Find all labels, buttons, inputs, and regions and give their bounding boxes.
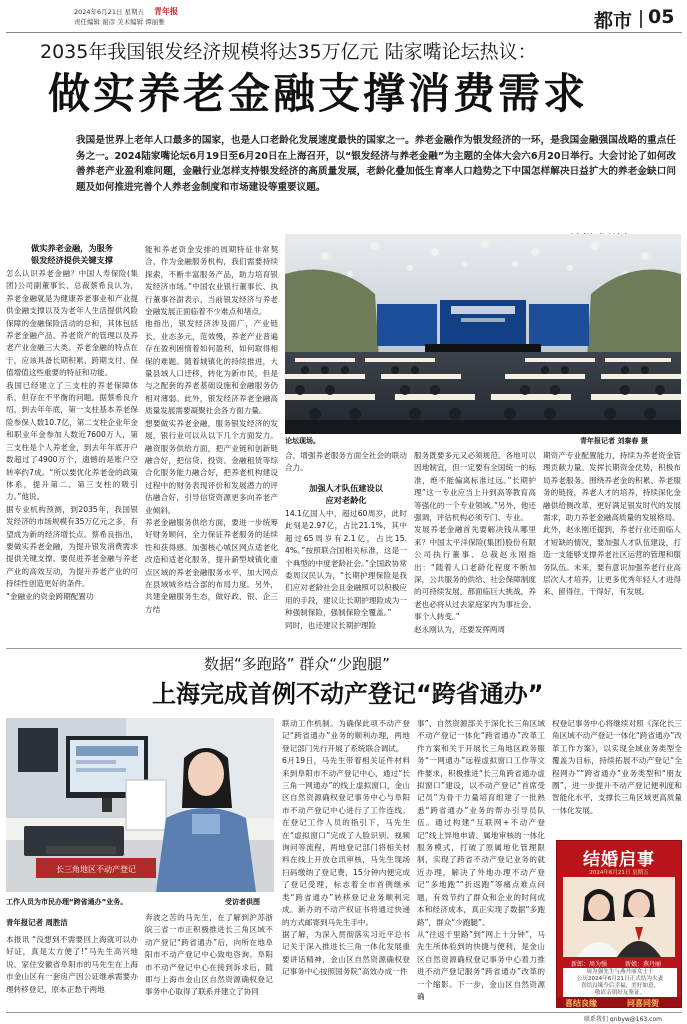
story2-col5: 权登记事务中心将继续对照《深化长三角区域不动产登记一体化“跨省通办”改革工作方案》，以实现全域业务类型全覆盖为目标，持续拓展不动产登记“全程网办”“跨省通办”业务类型和“朋友圈”，进一步提升不动产登记便利度和智能化水平，支撑长三角区域更高质量一体化发展。 — [552, 719, 682, 815]
story1-subhead-1: 做实养老金融，为服务 — [31, 243, 113, 253]
header-rule — [6, 32, 682, 33]
story2-reporter: 青年报记者 周胜洁 — [6, 918, 68, 927]
ad-bride: 新娘：燕丹丽 — [625, 961, 662, 968]
ad-banner-left: 喜结良缘 — [565, 999, 597, 1008]
footer-rule — [6, 1012, 682, 1013]
story1-col5: 期资产专业配置能力，持续为养老资金管理贡献力量。发挥长期资金优势，积极布局养老服务。围绕养老金的积累、养老服务的链接，养老人才的培养，持续深化金融供给侧改革，更好满足银发时代的发展需求，助力养老金融高质量的发展格局。 此外，赵永刚还提到，养老行业还面临人才短缺的情况，要加强人才队伍建设，打造一支能够支撑养老社区运营的管理和服务队伍。未来，要有意识加强养老行业高层次人才培养，让更多优秀年轻人才进得来、留得住、干得好，有发展。 — [543, 451, 681, 597]
ad-line-4: 敬请亲朋好友鉴证。 — [594, 990, 646, 996]
service-photo-credit: 受访者供图 — [225, 898, 260, 906]
story1-col3: 14.1亿国人中，超过60周岁，此时此刻是2.97亿，占比21.1%，其中超过65周岁有2.1亿，占比15.4%。”按照联合国相关标准，这是一个典型的中度老龄社会。”全国政协常委周汉民认为，“长期护理保险是我们应对老龄社会且金融照可以积极应用的手段，建议让长期护理险成为一种强制保险，强制保险全覆盖。” 同时，也还建议长期护理险 — [285, 509, 407, 630]
story2-headline: 上海完成首例不动产登记“跨省通办” — [152, 680, 544, 708]
story1-lead: 我国是世界上老年人口最多的国家，也是人口老龄化发展速度最快的国家之一。养老金融作为银发经济的一环，是我国金融强国战略的重点任务之一。2024陆家嘴论坛6月19日至6月20日在上海召开，以“银发经济与养老金融”为主题的全体大会六6月20日举行。大会讨论了如何改善养老产业盈利难问题，金融行业怎样支持银发经济的高质量发展，老龄化叠加低生育率人口趋势之下中国怎样解决日益扩大的养老金缺口问题及如何推进完善个人养老金制度和市场建设等重要议题。 — [76, 135, 676, 193]
ad-subtitle: 2024年6月21日 星期五 — [589, 870, 649, 876]
forum-photo-image — [285, 234, 681, 434]
service-photo-caption: 工作人员为市民办理“跨省通办”业务。 — [6, 898, 128, 906]
story1-col1: 怎么认识养老金融？中国人寿保险(集团)公司副董事长、总裁蔡希良认为，养老金融就是为健康养老事业和产业提供金融支撑以及为老年人生活提供风险保障的金融保险活动的总和，其体包括养老金融产品、养老资产的管理以及养老产业金融三大类。养老金融的特点在于，应该具备长期积累、跨期支付、保值增值这些重要的特征和功能。 我国已经建立了三支柱的养老保障体系，但存在不平衡的问题。据蔡希良介绍，到去年年底，第一支柱基本养老保险参保人数10.7亿，第二支柱企业年金和职业年金参加人数近7600万人，第三支柱是个人养老金，到去年年底开户数超过了4900万个，遗憾的是账户空转率约7成。“所以要优化养老金的政策体系，提升第二、第三支柱的吸引力。”他说。 据专业机构预测，到2035年，我国银发经济的市场规模有35万亿元之多，有望成为新的经济增长点。蔡希良指出，要做实养老金融，为提升银发消费需求提供关键支撑。要促进养老金融与养老产业的高效互动，为提升养老产业的可持续性创造更好的条件。 “金融业的资金跨期配置功 — [6, 269, 138, 601]
story2-col1: 本报讯 “没想到不需要回上海就可以办好证，真是太方便了!”马先生高兴地说。家住安徽省阜阳市的马先生在上海市金山区有一套房产因公证继承需要办理转移登记，原本正愁于两地 — [6, 935, 138, 994]
section-name: 都市 — [594, 10, 633, 32]
ad-line-2: 公历2024年6月21日正式结为夫妻 — [576, 976, 664, 982]
story2-kicker: 数据“多跑路” 群众“少跑腿” — [204, 655, 390, 673]
masthead-date: 2024年6月21日 星期五 — [74, 8, 145, 16]
service-photo-image — [6, 718, 274, 892]
service-photo — [6, 718, 274, 892]
masthead — [6, 4, 682, 30]
ad-line-1: 周为强先生与燕丹丽女士于 — [586, 969, 654, 975]
couple-photo — [563, 877, 675, 957]
ad-message — [563, 968, 677, 998]
story2-col4: 事”、自然资源部关于深化长三角区域不动产登记一体化“跨省通办”改革工作方案和关于开展长三角地区政务服务“一网通办”远程虚拟窗口工作等文件要求，积极推进“长三角跨省通办虚拟窗口”建设，以不动产登记“首席受记员”为骨干力量培育组建了一批熟悉“跨省通办”业务的帮办引导员队伍。通过构建“互联网+不动产登记”线上异地申请、属地审核的一体化服务模式，打破了原属地化管理限制，实现了跨省不动产登记业务的就近办理，解决了外地办理不动产登记“多地跑”“折返跑”等痛点难点问题，有效节约了群众和企业的时间成本和经济成本，真正实现了数据“多跑路”，群众“少跑腿”。 从“往返千里路”到“网上十分钟”，马先生所体验到的快捷与便利，是金山区自然资源确权登记事务中心着力推进不动产登记服务“跨省通办”改革的一个缩影。下一步，金山区自然资源确 — [417, 719, 545, 1001]
forum-photo-caption: 论坛现场。 — [285, 437, 320, 445]
story1-col4: 服务既要多元又必须规范。各地可以因地制宜，但一定要有全国统一的标准，绝不能偏离标准过远。”长期护理”这一专业应当上升到高等教育高等强化的一个专业领域。”另外，他还强调，评估机构必须专门、专业。 发展养老金融首先要解决钱从哪里来？中国太平洋保险(集团)股份有限公司执行董事、总裁赵永刚指出：“随着人口老龄化程度不断加深，公共服务的供给、社会保障制度的可持续发展，都面临巨大挑战，养老也必将从过去家庭家内为事社会、事个人转变。” 赵永刚认为，还要发挥两周 — [414, 451, 536, 634]
story2-col2: 奔波之苦的马先生，在了解到沪苏浙皖三省一市正积极推进长三角区域不动产登记“跨省通办”后，向所在地阜阳市不动产登记中心致电咨询。阜阳市不动产登记中心在接到诉求后，随即与上海市金山区自然资源确权登记事务中心取得了联系并建立了协同 — [145, 913, 273, 997]
story1-subhead-2b: 应对老龄化 — [325, 495, 367, 505]
wedding-ad — [556, 840, 682, 1008]
story1-col2: 能和养老资金安排的周期特征非常契合，作为金融服务机构，我们需要持续探索，不断丰富服务产品，助力培育银发经济市场。”中国农业银行董事长、执行董事谷澍表示，当前银发经济与养老金融发展正面临着不少难点和堵点。 他指出，银发经济涉及面广，产业链长，业态多元，范效慢，养老产业普遍存在盈利困惰着如何盈利，如何取得相保的难题。随着城镇化的持续推进，大量县域人口迁移，转化为新市民，但是与之配套的养老基础设施和金融服务仍相对薄弱。此外，银发经济养老金融高质量发展需要凝聚社会各方面力量。 想要做实养老金融，服务银发经济的发展，银行业可以从以下几个方面发力。融资服务供给方面，把产业链和创新链融合好，把信贷、投资、金融租赁等综合化服务能力融合好，把养老机构建设过程中的财务表现评价和发展潜力的评估融合好，引导信贷资源更多向养老产业倾斜。 养老金融服务供给方面，要进一步统筹好财务顾问，全力保证养老服务的延续性和获得感。加强核心城区网点适老化改造和适老化服务，提升薪型城镇化重点区域的养老金融服务水平，加大网点在县域城乡结合部的布局力度。另外，共建金融服务生态，做好政、银、企三方结 — [145, 245, 278, 614]
masthead-logo: 青年报 — [154, 7, 178, 16]
desk-sign-text: 长三角地区不动产登记 — [56, 865, 136, 874]
story1-kicker: 2035年我国银发经济规模将达35万亿元 陆家嘴论坛热议： — [40, 41, 537, 63]
story1-col3-top: 合，增强养老服务方面全社会的联动合力。 — [285, 451, 407, 473]
forum-photo — [285, 234, 681, 434]
masthead-editors: 责任编辑 谢彦 美术编辑 谭丽雅 — [74, 18, 165, 26]
story1-headline: 做实养老金融支撑消费需求 — [48, 69, 589, 118]
story1-subhead-2: 加强人才队伍建设以 — [309, 483, 383, 493]
story-divider — [6, 648, 682, 649]
story2-col3: 联动工作机制。为确保此项不动产登记“跨省通办”业务的顺利办理，两地登记部门先行开展了系统联合调试。 6月19日，马先生带着相关证件材料来到阜阳市不动产登记中心，通过“长三角一网通办”的线上虚拟窗口，金山区自然资源确权登记事务中心与阜阳市不动产登记中心进行了工作连线。在登记工作人员的指引下，马先生在“虚拟窗口”完成了人脸识别、视频询问等流程，两地登记部门将相关材料在线上开放仓讯审核，马先生现场扫码缴纳了登记费，15分钟内便完成了登记受理，标志着全市首例继承类“跨省通办”转移登记业务顺利完成。新办的不动产权证书将通过快递的方式邮寄到马先生手中。 据了解，为深入贯彻落实习近平总书记关于深入推进长三角一体化发展重要讲话精神，金山区自然资源确权登记事务中心按照国务院“高效办成一件 — [282, 719, 410, 977]
ad-groom: 新郎：周为强 — [571, 961, 608, 968]
footer-contact: 联系我们 qnbyw@163.com — [584, 1016, 662, 1023]
page-number: 05 — [648, 6, 675, 28]
ad-banner-right: 同喜同贺 — [627, 999, 659, 1008]
ad-banner — [557, 997, 681, 1008]
ad-title: 结婚启事 — [583, 850, 655, 870]
ad-line-3: 喜结良缘今后幸福，美好如意， — [580, 983, 660, 989]
ad-photo-frame — [563, 877, 675, 957]
forum-photo-credit: 青年报记者 刘秦春 摄 — [580, 437, 648, 445]
story1-subhead-1b: 银发经济提供关键支撑 — [31, 255, 113, 265]
section-divider — [640, 10, 642, 28]
